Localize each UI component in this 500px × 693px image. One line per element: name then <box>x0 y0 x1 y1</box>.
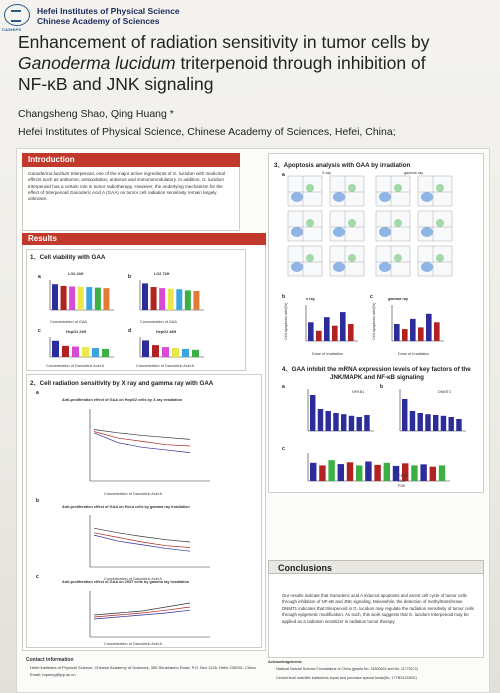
bar <box>425 414 430 431</box>
bar <box>384 463 390 481</box>
institute-logo-icon <box>4 4 30 26</box>
flow-plot <box>330 246 364 276</box>
acknowledgements-heading: Acknowledgements <box>268 660 302 664</box>
title-line-1: Enhancement of radiation sensitivity in tumor cells by <box>18 32 430 52</box>
introduction-text <box>28 171 233 202</box>
cell-population <box>421 227 433 237</box>
bar <box>62 346 69 357</box>
cell-population <box>348 184 356 192</box>
bar <box>310 395 315 431</box>
panel-2b-title: Anti-proliferation effect of GAA on HeLa cells by gamma ray irradiation <box>62 505 190 509</box>
bar <box>52 341 59 357</box>
bar <box>82 347 89 357</box>
section-2-heading: 2、Cell radiation sensitivity by X ray and gamma ray with GAA <box>30 380 214 387</box>
panel-4c-letter: c <box>282 446 285 452</box>
introduction-text-part: triterpenoid has a certain role in tumor radiotherapy. However, the underlying mechanism for the effect of triterpenoid Ganoderic Acid A (GAA) on tumor cell radiation sensitivity remain largely unknown. <box>28 183 223 202</box>
panel-2a-xlabel: Concentration of Ganoderic Acid A <box>104 492 163 496</box>
cell-population <box>436 254 444 262</box>
line-chart-293t-gamma <box>84 590 210 640</box>
series-line <box>94 528 190 542</box>
panel-3b-letter: b <box>282 294 286 300</box>
bar <box>318 409 323 431</box>
bar <box>72 347 79 357</box>
panel-3b-xlabel: Dose of Irradiation <box>312 352 344 356</box>
bar <box>328 460 334 481</box>
bar <box>102 349 109 357</box>
bar <box>324 317 330 341</box>
bar <box>333 413 338 431</box>
panel-4a-legend: NFKB1 <box>352 390 365 394</box>
title-line-2 <box>18 53 488 74</box>
bar <box>410 411 415 431</box>
panel-4a-letter: a <box>282 384 285 390</box>
series-line <box>94 610 190 619</box>
bar <box>103 288 109 310</box>
introduction-text-part: with medicinal effects such as antitumor, antioxidation, antivirus and immunomodulatory. In addition, <box>28 171 225 183</box>
conclusions-text: Our results indicate that Ganoderic acid A induced apoptosis and arrest cell cycle of tumor cells through inhibition of NF-κB and JNK signaling. Meanwhile, the detection of methyltransferase DNMT1 indicates that triterpenoid in G. lucidum may regulate the radiation sensitivity of tumor cells through epigenetic modification. As such, this work suggests that G. lucidum triterpenoid may be applied as a radiation sensitizer in radiation tumor therapy. <box>282 593 474 624</box>
panel-4c-legend-2: JNK <box>398 479 406 483</box>
bar <box>162 347 169 357</box>
bar <box>364 415 369 431</box>
bar <box>78 287 84 310</box>
panel-4b-letter: b <box>380 384 384 390</box>
bar <box>332 326 338 341</box>
cell-population <box>421 192 433 202</box>
viability-chart-lo2-72h <box>134 279 204 313</box>
bar <box>426 314 432 341</box>
panel-3b-title: x ray <box>306 297 315 301</box>
section-1-heading: 1、Cell viability with GAA <box>30 254 106 261</box>
viability-chart-lo2-24h <box>44 279 114 313</box>
panel-3c-xlabel: Dose of Irradiation <box>398 352 430 356</box>
bar <box>52 284 58 310</box>
cell-population <box>348 254 356 262</box>
bar <box>365 462 371 482</box>
cell-population <box>379 192 391 202</box>
introduction-heading: Introduction <box>22 153 240 167</box>
introduction-text-part: G. lucidum <box>172 171 195 176</box>
panel-2c-letter: c <box>36 574 39 580</box>
flow-plot <box>376 246 410 276</box>
panel-1c-xlabel: Concentration of Ganoderic Acid A <box>46 364 105 368</box>
title-line-3: NF-κB and JNK signaling <box>18 74 214 94</box>
apoptosis-bar-gamma <box>386 304 444 344</box>
academy-name: Chinese Academy of Sciences <box>37 16 160 26</box>
mrna-bar-dnmt1 <box>394 388 466 434</box>
cell-population <box>394 254 402 262</box>
affiliation: Hefei Institutes of Physical Science, Chinese Academy of Sciences, Hefei, China; <box>18 126 396 138</box>
cell-population <box>348 219 356 227</box>
flow-cytometry-grid <box>288 176 458 282</box>
bar <box>348 324 354 341</box>
title-line-2-rest: triterpenoid through inhibition of <box>175 53 426 73</box>
bar <box>172 348 179 357</box>
acknowledgements-line-1: National Natural Science Foundations of China (grants No. 31600624 and No. 11775272) <box>276 667 418 671</box>
bar <box>142 340 149 357</box>
panel-1b-title: LO2 72H <box>154 272 170 276</box>
flow-plot <box>288 246 322 276</box>
viability-chart-hepg2-48h <box>134 336 204 360</box>
conclusions-heading: Conclusions <box>278 563 333 573</box>
section-3-heading: 3、Apoptosis analysis with GAA by irradiation <box>274 162 411 169</box>
line-chart-hepg2-xray <box>84 408 210 484</box>
bar <box>326 411 331 431</box>
contact-address: Hefei Institutes of Physical Science, Chinese Academy of Sciences, 350 Shushanhu Road, P.O. Box 1126, Hefei 230031, China <box>30 665 256 670</box>
panel-1d-title: HepG2 48H <box>156 330 177 334</box>
bar <box>308 322 314 341</box>
panel-1b-xlabel: Concentration of GAA <box>140 320 177 324</box>
flow-plot <box>330 211 364 241</box>
cell-population <box>333 227 345 237</box>
flow-plot <box>418 176 452 206</box>
logo-caption: CASHIPS <box>2 27 22 32</box>
panel-4c-legend-1: CREB <box>398 474 409 478</box>
bar <box>152 345 159 357</box>
bar <box>69 286 75 310</box>
bar <box>356 465 362 481</box>
bar <box>168 289 174 310</box>
bar <box>185 290 191 310</box>
bar <box>402 399 407 431</box>
viability-chart-hepg2-24h <box>44 336 114 360</box>
panel-4c-legend-3: P38 <box>398 484 405 488</box>
bar <box>340 312 346 341</box>
panel-2c-xlabel: Concentration of Ganoderic Acid A <box>104 642 163 646</box>
flow-plot <box>376 211 410 241</box>
bar <box>394 324 400 341</box>
title-species: Ganoderma lucidum <box>18 53 176 73</box>
series-line <box>94 535 190 551</box>
flow-plot <box>288 211 322 241</box>
series-line <box>94 533 190 548</box>
cell-population <box>394 184 402 192</box>
panel-2b-letter: b <box>36 498 40 504</box>
panel-3c-title: gamma ray <box>388 297 409 301</box>
series-line <box>94 430 190 440</box>
panel-1d-letter: d <box>128 328 132 334</box>
cell-population <box>436 219 444 227</box>
panel-3a-letter: a <box>282 172 285 178</box>
cell-population <box>379 262 391 272</box>
bar <box>430 467 436 481</box>
cell-population <box>436 184 444 192</box>
panel-2b-xlabel: Concentration of Ganoderic Acid A <box>104 577 163 581</box>
bar <box>349 416 354 431</box>
authors: Changsheng Shao, Qing Huang * <box>18 108 174 120</box>
bar <box>310 463 316 481</box>
flow-plot <box>418 211 452 241</box>
cell-population <box>306 254 314 262</box>
panel-1c-title: HepG2 24H <box>66 330 87 334</box>
section-4-heading-line-1: 4、GAA inhibit the mRNA expression levels of key factors of the <box>282 366 471 373</box>
bar <box>316 331 322 341</box>
bar <box>441 416 446 431</box>
introduction-text-part: Ganoderma lucidum <box>28 171 70 176</box>
bar <box>347 462 353 481</box>
cell-population <box>333 192 345 202</box>
flow-plot <box>418 246 452 276</box>
poster-title <box>18 32 488 95</box>
bar <box>449 417 454 431</box>
panel-3c-letter: c <box>370 294 373 300</box>
xray-column-label: X-ray <box>322 171 332 175</box>
introduction-text-part: triterpenoid, one of the major active ingredients of <box>69 171 173 176</box>
bar <box>192 350 199 357</box>
bar <box>193 291 199 310</box>
flow-plot <box>330 176 364 206</box>
panel-3b-ylabel: Cell apoptosis rate(%) <box>284 302 288 340</box>
bar <box>86 287 92 310</box>
bar <box>142 283 148 310</box>
bar <box>176 289 182 310</box>
line-chart-hela-gamma <box>84 514 210 570</box>
panel-2a-title: Anti-proliferation effect of GAA on HepG2 cells by X-ray irradiation <box>62 398 183 402</box>
cell-population <box>291 192 303 202</box>
cell-population <box>394 219 402 227</box>
panel-2a-letter: a <box>36 390 39 396</box>
panel-1a-title: LO2 24H <box>68 272 84 276</box>
section-4-heading-line-2: JNK/MAPK and NF-κB signaling <box>330 374 424 381</box>
cell-population <box>291 262 303 272</box>
bar <box>357 417 362 431</box>
cell-population <box>333 262 345 272</box>
flow-plot <box>376 176 410 206</box>
bar <box>95 288 101 310</box>
bar <box>411 465 417 481</box>
apoptosis-bar-xray <box>300 304 358 344</box>
acknowledgements-line-2: Central level scientific institutions repair and purchase special funds(No. 17YBS1133BG) <box>276 676 417 680</box>
bar <box>159 288 165 310</box>
cell-population <box>306 219 314 227</box>
contact-email[interactable]: Email: hqueng@ipp.ac.cn <box>30 672 76 677</box>
bar <box>338 464 344 481</box>
bar <box>182 349 189 357</box>
gamma-column-label: gamma ray <box>404 171 423 175</box>
bar <box>92 348 99 357</box>
panel-2c-title: Anti-proliferation effect of GAA on 293T cells by gamma ray irradiation <box>62 580 190 584</box>
panel-4b-legend: DNMT1 <box>438 390 452 394</box>
mrna-bar-nfkb1 <box>302 388 374 434</box>
bar <box>434 322 440 341</box>
panel-3c-ylabel: Cell apoptosis rate(%) <box>372 302 376 340</box>
cell-population <box>306 184 314 192</box>
panel-1b-letter: b <box>128 274 132 280</box>
bar <box>410 319 416 341</box>
contact-heading: Contact information <box>26 657 74 663</box>
panel-1d-xlabel: Concentration of Ganoderic Acid A <box>136 364 195 368</box>
institute-name: Hefei Institutes of Physical Science <box>37 6 180 16</box>
cell-population <box>379 227 391 237</box>
bar <box>151 287 157 310</box>
bar <box>319 465 325 481</box>
panel-1c-letter: c <box>38 328 41 334</box>
bar <box>433 415 438 431</box>
mrna-bar-creb-jnk-p38 <box>302 452 450 484</box>
bar <box>61 286 67 310</box>
bar <box>418 327 424 341</box>
cell-population <box>291 227 303 237</box>
panel-1a-letter: a <box>38 274 41 280</box>
bar <box>456 419 461 431</box>
cell-population <box>421 262 433 272</box>
panel-1a-xlabel: Concentration of GAA <box>50 320 87 324</box>
bar <box>439 465 445 481</box>
bar <box>341 414 346 431</box>
bar <box>374 465 380 481</box>
bar <box>420 464 426 481</box>
bar <box>418 413 423 431</box>
flow-plot <box>288 176 322 206</box>
introduction-text-part: G. lucidum <box>201 177 224 183</box>
bar <box>402 329 408 341</box>
results-heading: Results <box>22 233 266 245</box>
